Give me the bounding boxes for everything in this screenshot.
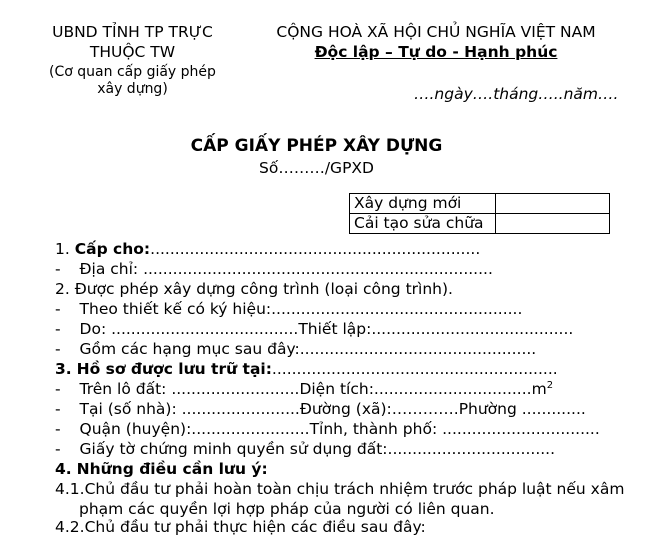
area-unit-exponent: 2 (546, 380, 554, 391)
line-house-number (55, 399, 586, 419)
design-code-text: Theo thiết kế có ký hiệu:................................................... (79, 300, 523, 318)
item-number: 1. (55, 240, 70, 258)
district-text: Quận (huyện):........................ (79, 420, 310, 438)
item-number: 2. (55, 280, 70, 298)
issue-date: ….ngày….tháng…..năm…. (414, 85, 619, 103)
permit-type-row (350, 194, 610, 214)
dash: - (55, 440, 61, 458)
line-plot (55, 379, 553, 399)
national-motto-text: Độc lập – Tự do - Hạnh phúc (314, 43, 558, 61)
issued-to-label: Cấp cho: (74, 240, 151, 258)
dash: - (55, 320, 61, 338)
street-text: Đường (xã):…………. (299, 400, 459, 418)
line-address (55, 259, 493, 279)
area-text: Diện tích:................................m (299, 380, 547, 398)
archive-label: Hồ sơ được lưu trữ tại: (76, 360, 272, 378)
national-header (262, 22, 610, 62)
national-title: CỘNG HOÀ XÃ HỘI CHỦ NGHĨA VIỆT NAM (276, 23, 596, 41)
item-number: 4. (55, 460, 72, 478)
permit-number: Số………/GPXD (259, 159, 374, 177)
items-text: Gồm các hạng mục sau đây:................................................ (79, 340, 537, 358)
established-text: Thiết lập:......................................... (298, 320, 574, 338)
line-note-4-1 (55, 479, 624, 499)
national-motto (262, 42, 610, 62)
item-number: 3. (55, 360, 72, 378)
issued-to-field: ................................................................... (150, 240, 481, 258)
archive-field: .......................................................... (271, 360, 558, 378)
line-design-code (55, 299, 522, 319)
agency-line-2: THUỘC TW (89, 43, 176, 61)
permit-type-checkbox[interactable] (496, 194, 610, 214)
line-note-4-2: 4.2.Chủ đầu tư phải thực hiện các điều sau đây: (55, 518, 426, 536)
notes-heading: Những điều cần lưu ý: (76, 460, 268, 478)
land-rights-text: Giấy tờ chứng minh quyền sử dụng đất:.................................. (79, 440, 556, 458)
line-notes-heading (55, 459, 268, 479)
dash: - (55, 260, 61, 278)
dash: - (55, 420, 61, 438)
agency-name (40, 22, 225, 99)
dash: - (55, 300, 61, 318)
dash: - (55, 400, 61, 418)
note-4-1-text: Chủ đầu tư phải hoàn toàn chịu trách nhiệm trước pháp luật nếu xâm (84, 480, 625, 498)
agency-note-1: (Cơ quan cấp giấy phép (49, 64, 216, 80)
province-text: Tỉnh, thành phố: ................................ (309, 420, 600, 438)
permit-type-checkbox[interactable] (496, 214, 610, 234)
permit-type-label: Cải tạo sửa chữa (350, 214, 496, 234)
permit-type-row (350, 214, 610, 234)
designer-text: Do: ...................................... (79, 320, 299, 338)
permission-text: Được phép xây dựng công trình (loại công trình). (74, 280, 453, 298)
note-number: 4.1. (55, 480, 85, 498)
permit-type-label: Xây dựng mới (350, 194, 496, 214)
line-issued-to (55, 239, 480, 259)
agency-note-2: xây dựng) (97, 81, 168, 97)
line-land-rights (55, 439, 555, 459)
permit-type-table (349, 193, 610, 234)
line-archive (55, 359, 558, 379)
line-permission (55, 279, 453, 299)
agency-line-1: UBND TỈNH TP TRỰC (52, 23, 213, 41)
document-title: CẤP GIẤY PHÉP XÂY DỰNG (190, 136, 443, 156)
line-items (55, 339, 536, 359)
line-designer (55, 319, 573, 339)
address-text: Địa chỉ: ....................................................................... (79, 260, 493, 278)
line-note-4-1-cont: phạm các quyền lợi hợp pháp của người có liên quan. (79, 500, 495, 518)
ward-text: Phường ............. (458, 400, 586, 418)
house-number-text: Tại (số nhà): ........................ (79, 400, 300, 418)
dash: - (55, 380, 61, 398)
dash: - (55, 340, 61, 358)
line-district (55, 419, 600, 439)
plot-text: Trên lô đất: .......................... (79, 380, 300, 398)
